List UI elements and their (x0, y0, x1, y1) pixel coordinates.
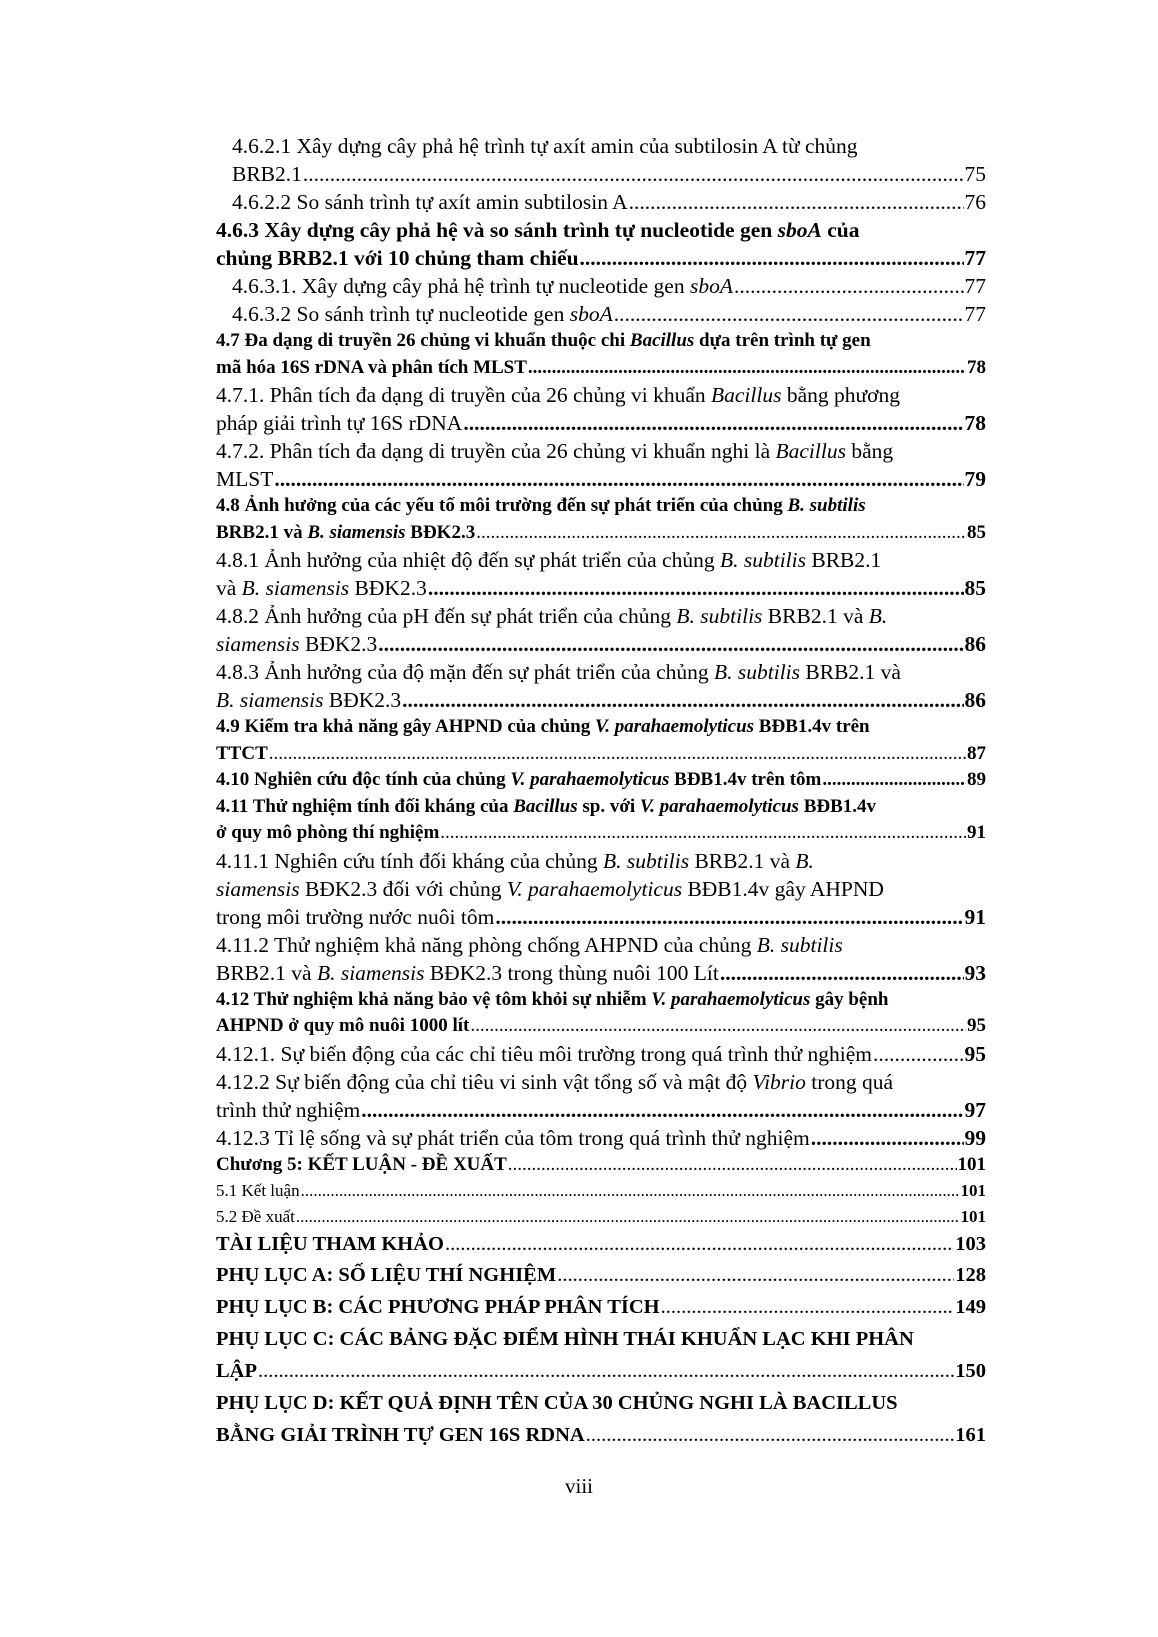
table-of-contents (216, 132, 986, 1451)
toc-entry-4-6-2-2[interactable]: 4.6.2.2 So sánh trình tự axít amin subtilosin A ..... 76 (216, 188, 986, 216)
toc-entry-4-8[interactable]: 4.8 Ảnh hưởng của các yếu tố môi trường đến sự phát triển của chủng B. subtilis BRB2.1 và B. siamensis BĐK2.3 ..... 85 (216, 493, 986, 546)
toc-page-number: 76 (964, 190, 986, 214)
toc-page-number: 77 (964, 274, 986, 298)
toc-page-number: 91 (967, 822, 986, 843)
toc-page-number: 77 (964, 302, 986, 326)
toc-entry-4-7[interactable]: 4.7 Đa dạng di truyền 26 chủng vi khuẩn thuộc chi Bacillus dựa trên trình tự gen mã hóa 16S rDNA và phân tích MLST ..... 78 (216, 328, 986, 381)
toc-entry-4-6-2-1[interactable]: 4.6.2.1 Xây dựng cây phả hệ trình tự axít amin của subtilosin A từ chủng BRB2.1 ..... 75 (216, 132, 986, 188)
toc-page-number: 78 (967, 356, 986, 378)
toc-entry-4-7-2[interactable]: 4.7.2. Phân tích đa dạng di truyền của 26 chủng vi khuẩn nghi là Bacillus bằng MLST ..... 79 (216, 437, 986, 493)
toc-page-number: 86 (964, 688, 986, 712)
toc-entry-chapter-5[interactable]: Chương 5: KẾT LUẬN - ĐỀ XUẤT ..... 101 (216, 1152, 986, 1179)
toc-page-number: 101 (960, 1207, 986, 1226)
toc-page-number: 103 (955, 1233, 986, 1255)
toc-entry-4-7-1[interactable]: 4.7.1. Phân tích đa dạng di truyền của 26 chủng vi khuẩn Bacillus bằng phương pháp giải trình tự 16S rDNA ..... 78 (216, 381, 986, 437)
toc-entry-4-11-2[interactable]: 4.11.2 Thử nghiệm khả năng phòng chống AHPND của chủng B. subtilis BRB2.1 và B. siamensis BĐK2.3 trong thùng nuôi 100 Lít ..... 93 (216, 931, 986, 987)
toc-entry-appendix-d[interactable]: PHỤ LỤC D: KẾT QUẢ ĐỊNH TÊN CỦA 30 CHỦNG NGHI LÀ BACILLUS BẰNG GIẢI TRÌNH TỰ GEN 16S RDNA ..... 161 (216, 1387, 986, 1451)
toc-page-number: 75 (964, 162, 986, 186)
toc-page-number: 91 (964, 904, 986, 929)
toc-page-number: 77 (964, 246, 986, 270)
toc-page-number: 101 (957, 1153, 986, 1175)
toc-page-number: 78 (964, 411, 986, 435)
toc-entry-appendix-a[interactable]: PHỤ LỤC A: SỐ LIỆU THÍ NGHIỆM ..... 128 (216, 1259, 986, 1291)
toc-page-number: 89 (967, 769, 986, 790)
toc-entry-4-8-3[interactable]: 4.8.3 Ảnh hưởng của độ mặn đến sự phát triển của chủng B. subtilis BRB2.1 và B. siamensis BĐK2.3 ..... 86 (216, 658, 986, 714)
toc-entry-references[interactable]: TÀI LIỆU THAM KHẢO ..... 103 (216, 1230, 986, 1259)
toc-page-number: 99 (964, 1125, 986, 1150)
toc-page-number: 149 (955, 1296, 986, 1318)
toc-page-number: 86 (964, 632, 986, 656)
page-number-footer: viii (564, 1474, 593, 1498)
toc-page-number: 95 (967, 1015, 986, 1036)
toc-entry-4-12-1[interactable]: 4.12.1. Sự biến động của các chỉ tiêu môi trường trong quá trình thử nghiệm ..... 95 (216, 1040, 986, 1068)
toc-entry-4-8-2[interactable]: 4.8.2 Ảnh hưởng của pH đến sự phát triển của chủng B. subtilis BRB2.1 và B. siamensis BĐK2.3 ..... 86 (216, 602, 986, 658)
toc-entry-5-1[interactable]: 5.1 Kết luận ..... 101 (216, 1178, 986, 1204)
toc-entry-4-12-2[interactable]: 4.12.2 Sự biến động của chỉ tiêu vi sinh vật tổng số và mật độ Vibrio trong quá trình thử nghiệm ..... 97 (216, 1068, 986, 1124)
toc-page-number: 85 (964, 576, 986, 600)
toc-entry-4-9[interactable]: 4.9 Kiểm tra khả năng gây AHPND của chủng V. parahaemolyticus BĐB1.4v trên TTCT ..... 87 (216, 714, 986, 767)
toc-page-number: 93 (964, 960, 986, 985)
toc-entry-4-6-3-2[interactable]: 4.6.3.2 So sánh trình tự nucleotide gen sboA ..... 77 (216, 300, 986, 328)
toc-page-number: 97 (964, 1097, 986, 1122)
toc-entry-appendix-b[interactable]: PHỤ LỤC B: CÁC PHƯƠNG PHÁP PHÂN TÍCH ..... 149 (216, 1291, 986, 1323)
toc-page-number: 101 (960, 1181, 986, 1200)
toc-entry-4-10[interactable]: 4.10 Nghiên cứu độc tính của chủng V. parahaemolyticus BĐB1.4v trên tôm ..... 89 (216, 767, 986, 794)
toc-page-number: 85 (967, 521, 986, 543)
toc-entry-4-6-3-1[interactable]: 4.6.3.1. Xây dựng cây phả hệ trình tự nucleotide gen sboA ..... 77 (216, 272, 986, 300)
toc-entry-4-11[interactable]: 4.11 Thử nghiệm tính đối kháng của Bacillus sp. với V. parahaemolyticus BĐB1.4v ở quy mô phòng thí nghiệm ..... 91 (216, 794, 986, 847)
toc-entry-4-11-1[interactable]: 4.11.1 Nghiên cứu tính đối kháng của chủng B. subtilis BRB2.1 và B. siamensis BĐK2.3 đối với chủng V. parahaemolyticus BĐB1.4v gây AHPND trong môi trường nước nuôi tôm ..... 91 (216, 847, 986, 931)
toc-page-number: 79 (964, 467, 986, 491)
toc-entry-appendix-c[interactable]: PHỤ LỤC C: CÁC BẢNG ĐẶC ĐIỂM HÌNH THÁI KHUẨN LẠC KHI PHÂN LẬP ..... 150 (216, 1323, 986, 1387)
toc-page-number: 95 (964, 1041, 986, 1066)
toc-entry-5-2[interactable]: 5.2 Đề xuất ..... 101 (216, 1204, 986, 1230)
toc-entry-4-12[interactable]: 4.12 Thử nghiệm khả năng bảo vệ tôm khỏi sự nhiễm V. parahaemolyticus gây bệnh AHPND ở quy mô nuôi 1000 lít ..... 95 (216, 987, 986, 1040)
toc-entry-4-6-3[interactable]: 4.6.3 Xây dựng cây phả hệ và so sánh trình tự nucleotide gen sboA của chủng BRB2.1 với 10 chủng tham chiếu ..... 77 (216, 216, 986, 272)
toc-entry-4-12-3[interactable]: 4.12.3 Tỉ lệ sống và sự phát triển của tôm trong quá trình thử nghiệm ..... 99 (216, 1124, 986, 1152)
toc-page-number: 128 (955, 1264, 986, 1286)
toc-page-number: 150 (955, 1360, 986, 1382)
toc-page-number: 87 (967, 742, 986, 764)
toc-page-number: 161 (955, 1424, 986, 1446)
toc-entry-4-8-1[interactable]: 4.8.1 Ảnh hưởng của nhiệt độ đến sự phát triển của chủng B. subtilis BRB2.1 và B. siamensis BĐK2.3 ..... 85 (216, 546, 986, 602)
